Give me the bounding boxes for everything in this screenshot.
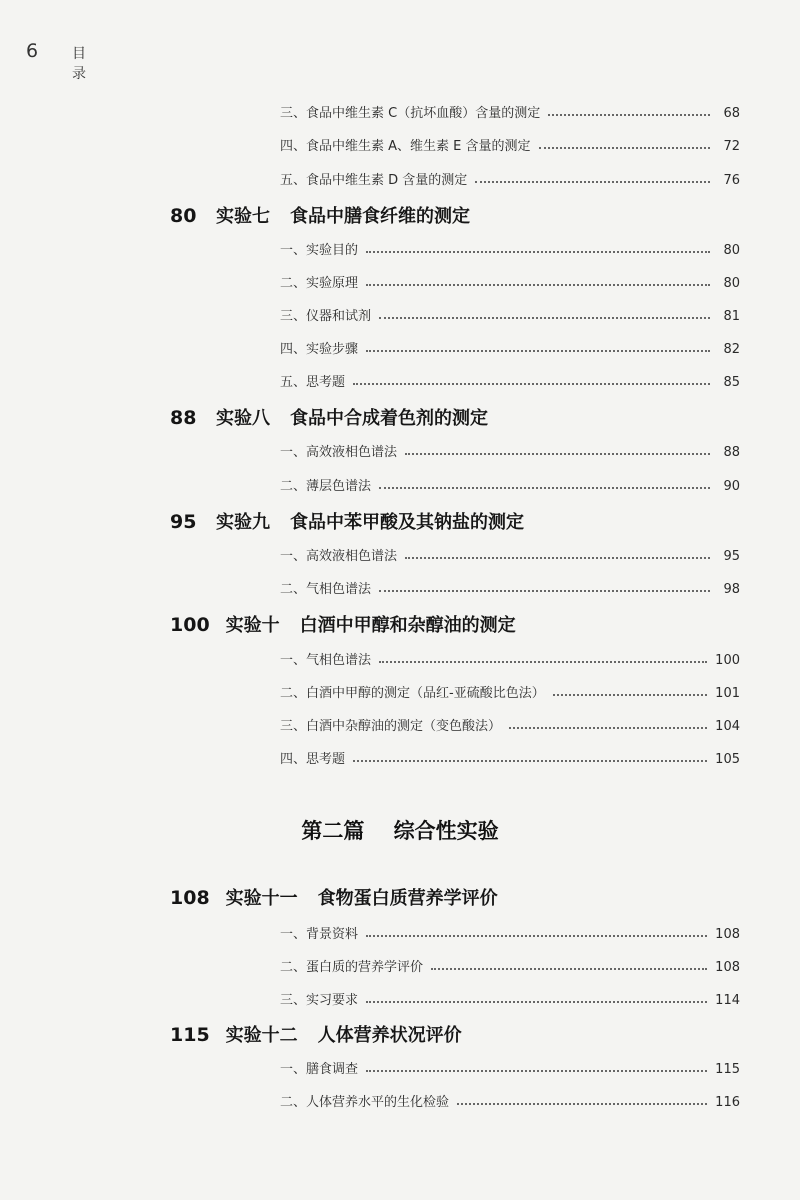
toc-entry[interactable] [280, 438, 740, 460]
dot-leader [553, 694, 707, 696]
entry-ordinal: 二、 [280, 960, 307, 975]
toc-entry[interactable] [280, 712, 740, 734]
entry-page: 101 [715, 686, 740, 701]
chapter-page: 115 [170, 1024, 210, 1046]
entry-page: 108 [715, 927, 740, 942]
chapter-experiment: 实验十一 [225, 888, 298, 909]
entry-page: 95 [723, 549, 740, 564]
dot-leader [366, 284, 710, 286]
entry-ordinal: 一、 [280, 1062, 307, 1077]
dot-leader [379, 317, 710, 319]
entry-ordinal: 五、 [280, 375, 307, 390]
chapter-heading[interactable] [170, 202, 470, 228]
chapter-title: 白酒中甲醇和杂醇油的测定 [299, 615, 516, 636]
dot-leader [405, 557, 710, 559]
dot-leader [379, 590, 710, 592]
entry-title: 气相色谱法 [306, 653, 372, 668]
entry-ordinal: 二、 [280, 276, 307, 291]
toc-entry[interactable] [280, 745, 740, 767]
chapter-page: 95 [170, 511, 197, 533]
dot-leader [405, 453, 710, 455]
chapter-title: 人体营养状况评价 [317, 1025, 462, 1046]
entry-ordinal: 一、 [280, 243, 307, 258]
chapter-heading[interactable] [170, 1021, 462, 1047]
dot-leader [379, 661, 707, 663]
dot-leader [539, 147, 710, 149]
entry-ordinal: 四、 [280, 752, 307, 767]
header-title: 目录 [72, 46, 96, 82]
entry-page: 100 [715, 653, 740, 668]
entry-ordinal: 二、 [280, 1095, 307, 1110]
toc-entry[interactable] [280, 575, 740, 597]
entry-page: 108 [715, 960, 740, 975]
dot-leader [431, 968, 707, 970]
dot-leader [353, 760, 707, 762]
entry-ordinal: 四、 [280, 139, 307, 154]
chapter-page: 88 [170, 407, 197, 429]
entry-page: 90 [723, 479, 740, 494]
chapter-experiment: 实验七 [216, 206, 270, 227]
dot-leader [353, 383, 710, 385]
toc-entry[interactable] [280, 1055, 740, 1077]
toc-entry[interactable] [280, 920, 740, 942]
chapter-title: 食品中合成着色剂的测定 [290, 408, 488, 429]
dot-leader [475, 181, 710, 183]
toc-entry[interactable] [280, 166, 740, 188]
entry-ordinal: 一、 [280, 927, 307, 942]
chapter-title: 食物蛋白质营养学评价 [317, 888, 498, 909]
entry-ordinal: 五、 [280, 173, 307, 188]
entry-page: 98 [723, 582, 740, 597]
entry-ordinal: 二、 [280, 582, 307, 597]
entry-title: 食品中维生素 D 含量的测定 [306, 173, 468, 188]
toc-entry[interactable] [280, 1088, 740, 1110]
chapter-title: 食品中苯甲酸及其钠盐的测定 [290, 512, 524, 533]
entry-ordinal: 三、 [280, 719, 307, 734]
entry-title: 实验步骤 [306, 342, 359, 357]
chapter-experiment: 实验八 [216, 408, 270, 429]
toc-entry[interactable] [280, 269, 740, 291]
toc-entry[interactable] [280, 986, 740, 1008]
toc-entry[interactable] [280, 679, 740, 701]
chapter-page: 80 [170, 205, 197, 227]
entry-page: 80 [723, 243, 740, 258]
chapter-heading[interactable] [170, 611, 516, 637]
entry-title: 仪器和试剂 [306, 309, 372, 324]
toc-entry[interactable] [280, 302, 740, 324]
entry-ordinal: 三、 [280, 106, 307, 121]
toc-entry[interactable] [280, 132, 740, 154]
entry-ordinal: 一、 [280, 549, 307, 564]
entry-title: 气相色谱法 [306, 582, 372, 597]
entry-page: 104 [715, 719, 740, 734]
chapter-experiment: 实验十 [225, 615, 280, 636]
chapter-heading[interactable] [170, 404, 488, 430]
entry-title: 人体营养水平的生化检验 [306, 1095, 450, 1110]
dot-leader [548, 114, 710, 116]
entry-title: 实习要求 [306, 993, 359, 1008]
entry-page: 82 [723, 342, 740, 357]
chapter-experiment: 实验十二 [225, 1025, 298, 1046]
entry-title: 薄层色谱法 [306, 479, 372, 494]
entry-title: 白酒中甲醇的测定（品红-亚硫酸比色法） [306, 686, 545, 701]
entry-title: 食品中维生素 C（抗坏血酸）含量的测定 [306, 106, 541, 121]
entry-title: 膳食调查 [306, 1062, 359, 1077]
entry-page: 105 [715, 752, 740, 767]
dot-leader [366, 1070, 707, 1072]
entry-page: 81 [723, 309, 740, 324]
entry-ordinal: 二、 [280, 479, 307, 494]
entry-title: 高效液相色谱法 [306, 549, 398, 564]
chapter-heading[interactable] [170, 884, 498, 910]
entry-ordinal: 四、 [280, 342, 307, 357]
entry-page: 85 [723, 375, 740, 390]
page-number: 6 [26, 40, 39, 62]
entry-title: 蛋白质的营养学评价 [306, 960, 424, 975]
entry-ordinal: 三、 [280, 309, 307, 324]
entry-ordinal: 一、 [280, 653, 307, 668]
entry-page: 114 [715, 993, 740, 1008]
chapter-page: 108 [170, 887, 210, 909]
entry-ordinal: 二、 [280, 686, 307, 701]
chapter-page: 100 [170, 614, 210, 636]
dot-leader [379, 487, 710, 489]
entry-ordinal: 三、 [280, 993, 307, 1008]
entry-page: 72 [723, 139, 740, 154]
toc-entry[interactable] [280, 335, 740, 357]
part-heading[interactable] [0, 815, 800, 845]
toc-entry[interactable] [280, 953, 740, 975]
dot-leader [366, 1001, 707, 1003]
dot-leader [366, 350, 710, 352]
entry-title: 实验原理 [306, 276, 359, 291]
toc-entry[interactable] [280, 368, 740, 390]
dot-leader [366, 251, 710, 253]
entry-title: 白酒中杂醇油的测定（变色酸法） [306, 719, 502, 734]
entry-title: 思考题 [306, 752, 346, 767]
entry-page: 115 [715, 1062, 740, 1077]
entry-page: 80 [723, 276, 740, 291]
entry-title: 背景资料 [306, 927, 359, 942]
part-number: 第二篇 [301, 819, 365, 843]
entry-ordinal: 一、 [280, 445, 307, 460]
entry-title: 食品中维生素 A、维生素 E 含量的测定 [306, 139, 531, 154]
dot-leader [366, 935, 707, 937]
entry-page: 68 [723, 106, 740, 121]
chapter-experiment: 实验九 [216, 512, 270, 533]
chapter-title: 食品中膳食纤维的测定 [290, 206, 470, 227]
entry-title: 高效液相色谱法 [306, 445, 398, 460]
entry-page: 88 [723, 445, 740, 460]
toc-entry[interactable] [280, 99, 740, 121]
chapter-heading[interactable] [170, 508, 524, 534]
dot-leader [509, 727, 707, 729]
toc-entry[interactable] [280, 472, 740, 494]
toc-entry[interactable] [280, 542, 740, 564]
toc-entry[interactable] [280, 236, 740, 258]
toc-entry[interactable] [280, 646, 740, 668]
entry-page: 116 [715, 1095, 740, 1110]
part-title: 综合性实验 [393, 819, 499, 843]
entry-title: 实验目的 [306, 243, 359, 258]
entry-title: 思考题 [306, 375, 346, 390]
dot-leader [457, 1103, 707, 1105]
entry-page: 76 [723, 173, 740, 188]
